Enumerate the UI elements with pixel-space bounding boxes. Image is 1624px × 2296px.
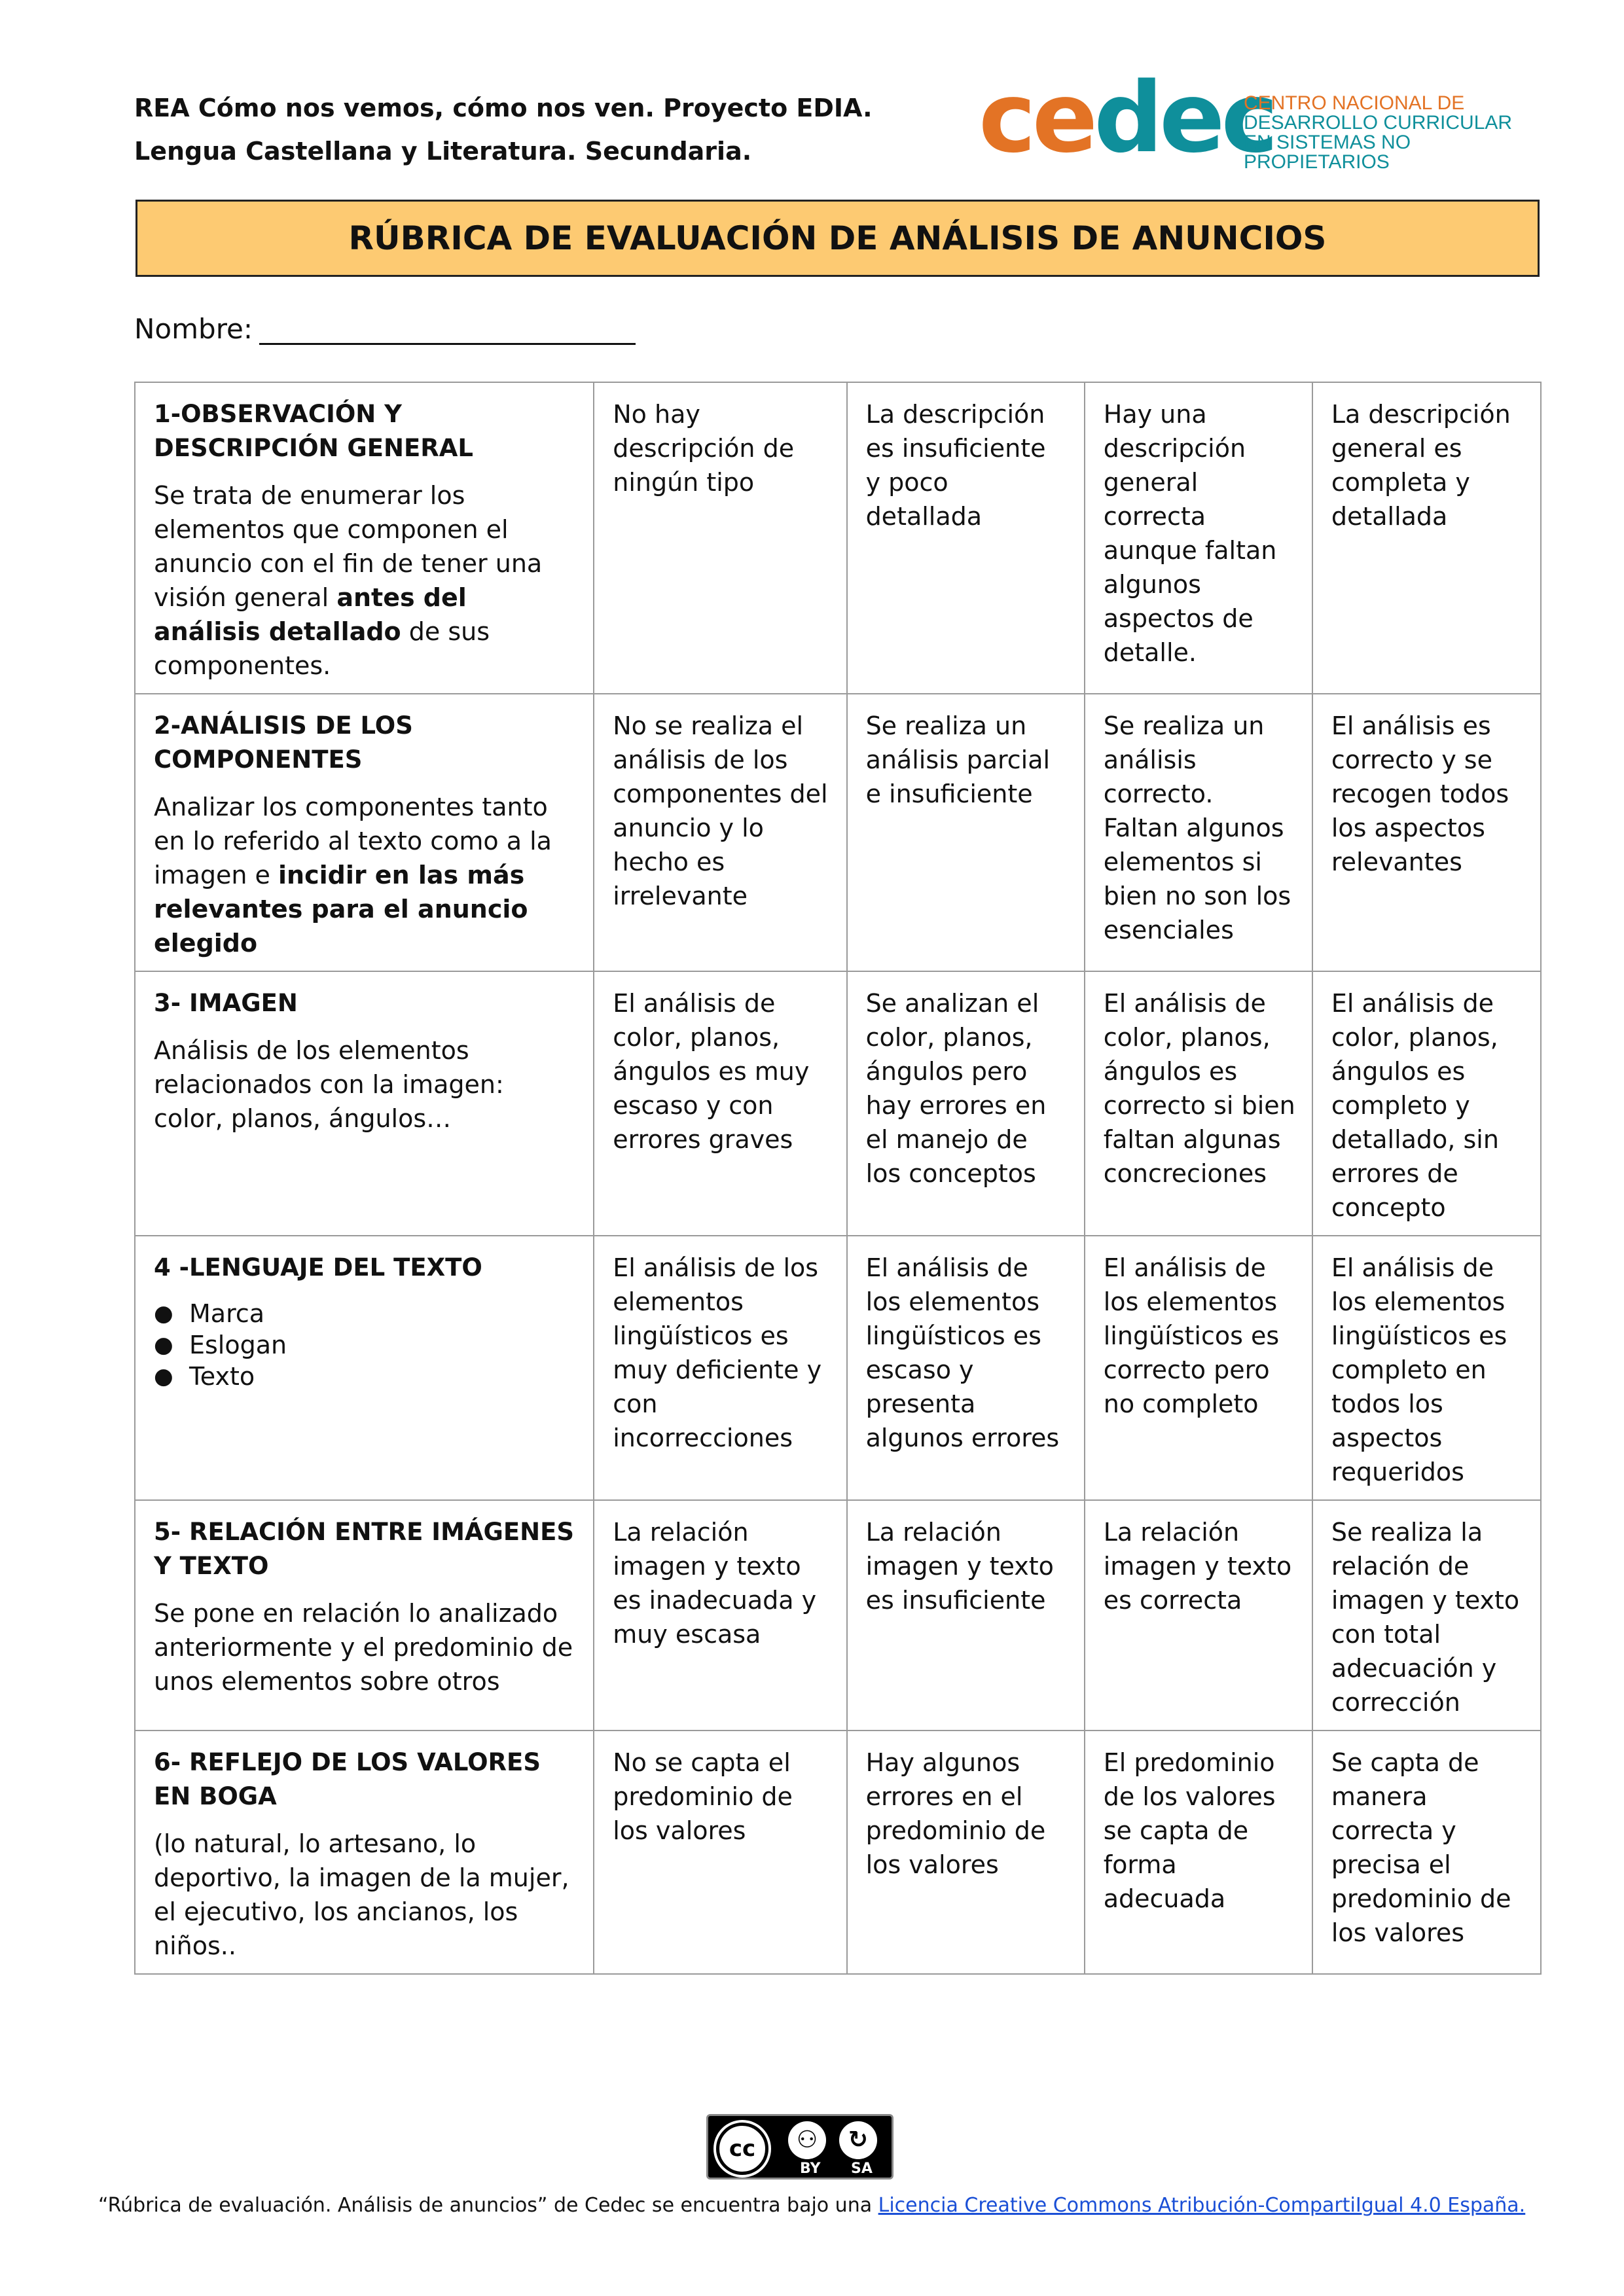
criterion-bullet-item: ● Marca — [154, 1298, 577, 1329]
level-2-cell: La relación imagen y texto es insuficiente — [847, 1500, 1085, 1731]
criterion-description — [154, 1827, 577, 1963]
header-subject-line: Lengua Castellana y Literatura. Secundaria. — [134, 137, 752, 166]
level-2-cell: El análisis de los elementos lingüísticos es escaso y presenta algunos errores — [847, 1236, 1085, 1500]
criterion-title: 6- REFLEJO DE LOS VALORES EN BOGA — [154, 1748, 541, 1810]
creative-commons-badge[interactable] — [706, 2114, 893, 2179]
person-icon: ⚇ — [788, 2121, 826, 2159]
criterion-description-emphasis: antes del análisis detallado — [154, 583, 467, 646]
criterion-cell — [135, 1236, 594, 1500]
criterion-description — [154, 478, 577, 683]
cc-by-label: BY — [800, 2161, 821, 2177]
rubric-row — [135, 1731, 1541, 1974]
criterion-cell — [135, 1731, 594, 1974]
level-4-cell: Se realiza la relación de imagen y texto con total adecuación y corrección — [1312, 1500, 1541, 1731]
level-1-cell: No se capta el predominio de los valores — [594, 1731, 846, 1974]
level-2-cell: Se realiza un análisis parcial e insuficiente — [847, 694, 1085, 971]
rubric-row — [135, 382, 1541, 694]
cedec-logo-wordmark: cedec — [979, 62, 1275, 174]
name-field-row — [134, 313, 636, 345]
criterion-cell — [135, 1500, 594, 1731]
license-link[interactable]: Licencia Creative Commons Atribución-CompartiIgual 4.0 España. — [878, 2194, 1526, 2217]
level-4-cell: Se capta de manera correcta y precisa el predominio de los valores — [1312, 1731, 1541, 1974]
cc-icon: cc — [716, 2123, 768, 2175]
cedec-logo — [979, 62, 1555, 174]
criterion-title: 1-OBSERVACIÓN Y DESCRIPCIÓN GENERAL — [154, 400, 473, 462]
header-project-line: REA Cómo nos vemos, cómo nos ven. Proyecto EDIA. — [134, 94, 873, 122]
criterion-description — [154, 1596, 577, 1698]
level-2-cell: La descripción es insuficiente y poco detallada — [847, 382, 1085, 694]
level-4-cell: El análisis de color, planos, ángulos es completo y detallado, sin errores de concepto — [1312, 971, 1541, 1236]
level-3-cell: El análisis de los elementos lingüísticos es correcto pero no completo — [1085, 1236, 1312, 1500]
criterion-description-text: de sus componentes. — [154, 617, 490, 680]
license-footer-text: “Rúbrica de evaluación. Análisis de anuncios” de Cedec se encuentra bajo una — [98, 2194, 878, 2217]
rubric-row — [135, 1236, 1541, 1500]
name-blank-line — [259, 317, 636, 345]
rubric-row — [135, 694, 1541, 971]
level-4-cell: El análisis es correcto y se recogen todos los aspectos relevantes — [1312, 694, 1541, 971]
criterion-description — [154, 790, 577, 960]
criterion-cell — [135, 971, 594, 1236]
name-label: Nombre: — [134, 313, 253, 345]
level-2-cell: Se analizan el color, planos, ángulos pero hay errores en el manejo de los conceptos — [847, 971, 1085, 1236]
rubric-row — [135, 1500, 1541, 1731]
level-3-cell: Hay una descripción general correcta aunque faltan algunos aspectos de detalle. — [1085, 382, 1312, 694]
level-3-cell: El predominio de los valores se capta de forma adecuada — [1085, 1731, 1312, 1974]
criterion-description-text: (lo natural, lo artesano, lo deportivo, la imagen de la mujer, el ejecutivo, los ancianos, los niños.. — [154, 1829, 569, 1960]
criterion-bullet-list — [154, 1298, 577, 1392]
criterion-description-emphasis: incidir en las más relevantes para el anuncio elegido — [154, 861, 528, 958]
criterion-description-text: Se trata de enumerar los elementos que componen el anuncio con el fin de tener una visión general — [154, 481, 543, 612]
criterion-cell — [135, 382, 594, 694]
criterion-bullet-item: ● Texto — [154, 1361, 577, 1392]
share-alike-icon: ↻ — [839, 2121, 877, 2159]
criterion-title: 4 -LENGUAJE DEL TEXTO — [154, 1253, 482, 1282]
level-4-cell: La descripción general es completa y detallada — [1312, 382, 1541, 694]
criterion-title: 5- RELACIÓN ENTRE IMÁGENES Y TEXTO — [154, 1518, 575, 1580]
level-4-cell: El análisis de los elementos lingüísticos es completo en todos los aspectos requeridos — [1312, 1236, 1541, 1500]
level-1-cell: El análisis de color, planos, ángulos es muy escaso y con errores graves — [594, 971, 846, 1236]
license-footer — [98, 2194, 1538, 2217]
level-1-cell: No hay descripción de ningún tipo — [594, 382, 846, 694]
level-3-cell: El análisis de color, planos, ángulos es correcto si bien faltan algunas concreciones — [1085, 971, 1312, 1236]
level-2-cell: Hay algunos errores en el predominio de los valores — [847, 1731, 1085, 1974]
level-1-cell: No se realiza el análisis de los componentes del anuncio y lo hecho es irrelevante — [594, 694, 846, 971]
criterion-title: 2-ANÁLISIS DE LOS COMPONENTES — [154, 711, 413, 774]
criterion-title: 3- IMAGEN — [154, 989, 298, 1017]
level-3-cell: La relación imagen y texto es correcta — [1085, 1500, 1312, 1731]
criterion-description-text: Analizar los componentes tanto en lo referido al texto como a la imagen e — [154, 793, 552, 889]
criterion-description — [154, 1033, 577, 1136]
page-title: RÚBRICA DE EVALUACIÓN DE ANÁLISIS DE ANUNCIOS — [135, 200, 1540, 277]
level-3-cell: Se realiza un análisis correcto. Faltan algunos elementos si bien no son los esenciales — [1085, 694, 1312, 971]
criterion-description-text: Análisis de los elementos relacionados con la imagen: color, planos, ángulos… — [154, 1036, 504, 1133]
cc-sa-label: SA — [851, 2161, 873, 2177]
criterion-description-text: Se pone en relación lo analizado anteriormente y el predominio de unos elementos sobre otros — [154, 1599, 573, 1696]
criterion-cell — [135, 694, 594, 971]
level-1-cell: La relación imagen y texto es inadecuada y muy escasa — [594, 1500, 846, 1731]
rubric-row — [135, 971, 1541, 1236]
criterion-bullet-item: ● Eslogan — [154, 1329, 577, 1361]
cedec-logo-tagline: CENTRO NACIONAL DE DESARROLLO CURRICULAR EN SISTEMAS NO PROPIETARIOS — [1244, 92, 1513, 173]
level-1-cell: El análisis de los elementos lingüísticos es muy deficiente y con incorrecciones — [594, 1236, 846, 1500]
rubric-table — [134, 382, 1542, 1975]
